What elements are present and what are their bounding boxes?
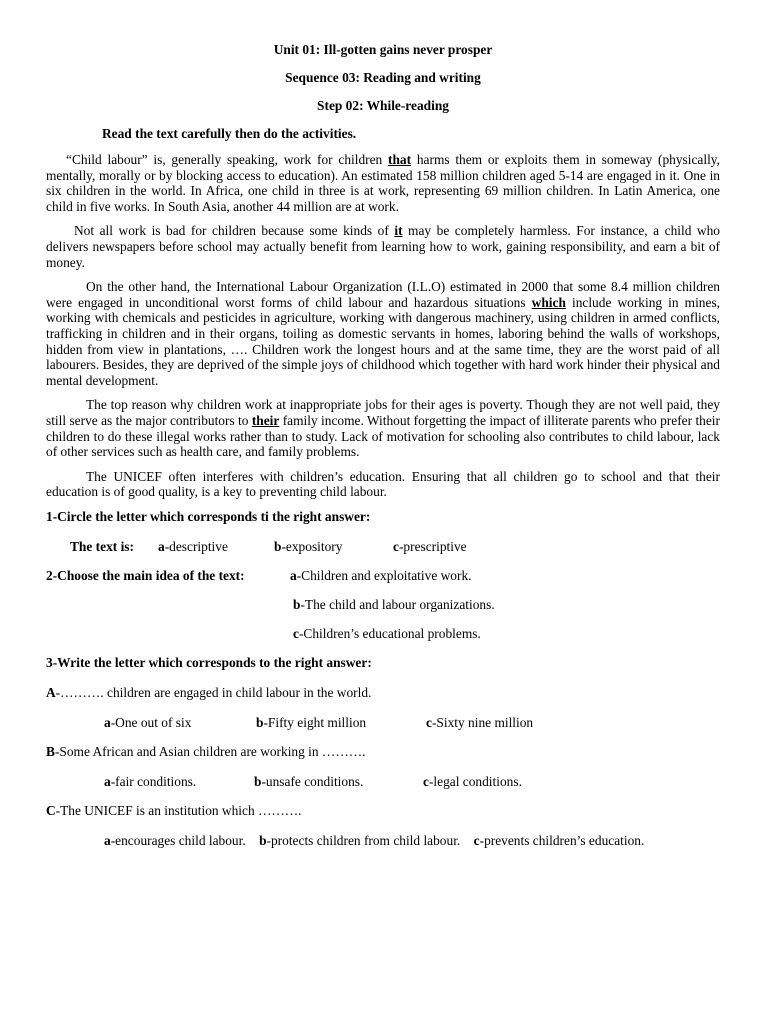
question-2-line-c	[46, 626, 720, 641]
q3-item-a-stem: A-………. children are engaged in child labour in the world.	[46, 684, 372, 700]
q2-option-c[interactable]: c-Children’s educational problems.	[293, 625, 481, 641]
q1-option-b[interactable]: b-expository	[274, 538, 343, 554]
question-2-first-line	[46, 568, 720, 583]
paragraph-3: On the other hand, the International Labour Organization (I.L.O) estimated in 2000 that some 8.4 million children were engaged in unconditional worst forms of child labour and hazardous situations which include working in mines, working with chemicals and pesticides in agriculture, working with dangerous machinery, using children in armed conflicts, trafficking in children and in their organs, toiling as domestic servants in homes, laboring behind the walls of workshops, hidden from view in plantations, …. Children work the longest hours and at the same time, they are the worst paid of all labourers. Besides, they are deprived of the simple joys of childhood which together with hard work hinder their physical and mental development.	[46, 279, 721, 388]
q3b-option-a[interactable]: a-fair conditions.	[104, 773, 197, 789]
q3c-option-a[interactable]: a-encourages child labour.	[104, 832, 246, 848]
reference-word-their: their	[251, 412, 280, 428]
q3b-option-b[interactable]: b-unsafe conditions.	[254, 773, 364, 789]
reference-word-which: which	[531, 294, 566, 310]
worksheet-page	[46, 42, 720, 857]
q3b-option-c[interactable]: c-legal conditions.	[423, 773, 522, 789]
reference-word-that: that	[388, 152, 412, 167]
unit-title: Unit 01: Ill-gotten gains never prosper	[273, 42, 493, 57]
paragraph-1: “Child labour” is, generally speaking, work for children that harms them or exploits them in someway (physically, mentally, morally or by blocking access to education). An estimated 158 million children aged 5-14 are engaged in it. One in six children in the world. In Africa, one child in three is at work, representing 69 million children. In Latin America, one child in five works. In South Asia, another 44 million are at work.	[46, 152, 720, 214]
q1-option-c[interactable]: c-prescriptive	[393, 538, 467, 554]
paragraph-2: Not all work is bad for children because some kinds of it may be completely harmless. For instance, a child who delivers newspapers before school may actually benefit from learning how to work, gaining responsibility, and earn a bit of money.	[46, 223, 720, 270]
question-2-line-b	[46, 597, 720, 612]
q1-option-a[interactable]: a-descriptive	[158, 538, 228, 554]
q2-option-b[interactable]: b-The child and labour organizations.	[293, 596, 495, 612]
q3a-option-c[interactable]: c-Sixty nine million	[426, 714, 534, 730]
step-title: Step 02: While-reading	[317, 98, 449, 113]
question-1-options	[46, 539, 720, 554]
paragraph-5: The UNICEF often interferes with children’s education. Ensuring that all children go to school and that their education is of good quality, is a key to preventing child labour.	[46, 468, 720, 500]
question-1-title: 1-Circle the letter which corresponds ti the right answer:	[46, 508, 371, 524]
q3c-option-c[interactable]: c-prevents children’s education.	[473, 832, 645, 848]
paragraph-4: The top reason why children work at inappropriate jobs for their ages is poverty. Though they are not well paid, they still serve as the major contributors to their family income. Without forgetting the impact of illiterate parents who prefer their children to do these illegal works rather than to study. Lack of motivation for schooling also contributes to child labour, lack of other services such as health care, and family problems.	[46, 397, 720, 460]
q3-item-c-options	[46, 833, 720, 849]
reference-word-it: it	[394, 223, 403, 239]
q2-option-a[interactable]: a-Children and exploitative work.	[290, 567, 472, 583]
sequence-title: Sequence 03: Reading and writing	[285, 70, 481, 85]
question-1-lead: The text is:	[70, 538, 134, 554]
q3a-option-a[interactable]: a-One out of six	[104, 714, 192, 730]
question-3-title: 3-Write the letter which corresponds to the right answer:	[46, 654, 372, 670]
q3-item-b-stem: B-Some African and Asian children are working in ……….	[46, 743, 366, 759]
q3a-option-b[interactable]: b-Fifty eight million	[256, 714, 367, 730]
q3-item-c-stem: C-The UNICEF is an institution which ……….	[46, 802, 302, 818]
q3c-option-b[interactable]: b-protects children from child labour.	[259, 832, 461, 848]
q3-item-b-options	[46, 774, 720, 789]
instruction: Read the text carefully then do the activities.	[102, 126, 357, 141]
question-2-title: 2-Choose the main idea of the text:	[46, 567, 245, 583]
q3-item-a-options	[46, 715, 720, 730]
